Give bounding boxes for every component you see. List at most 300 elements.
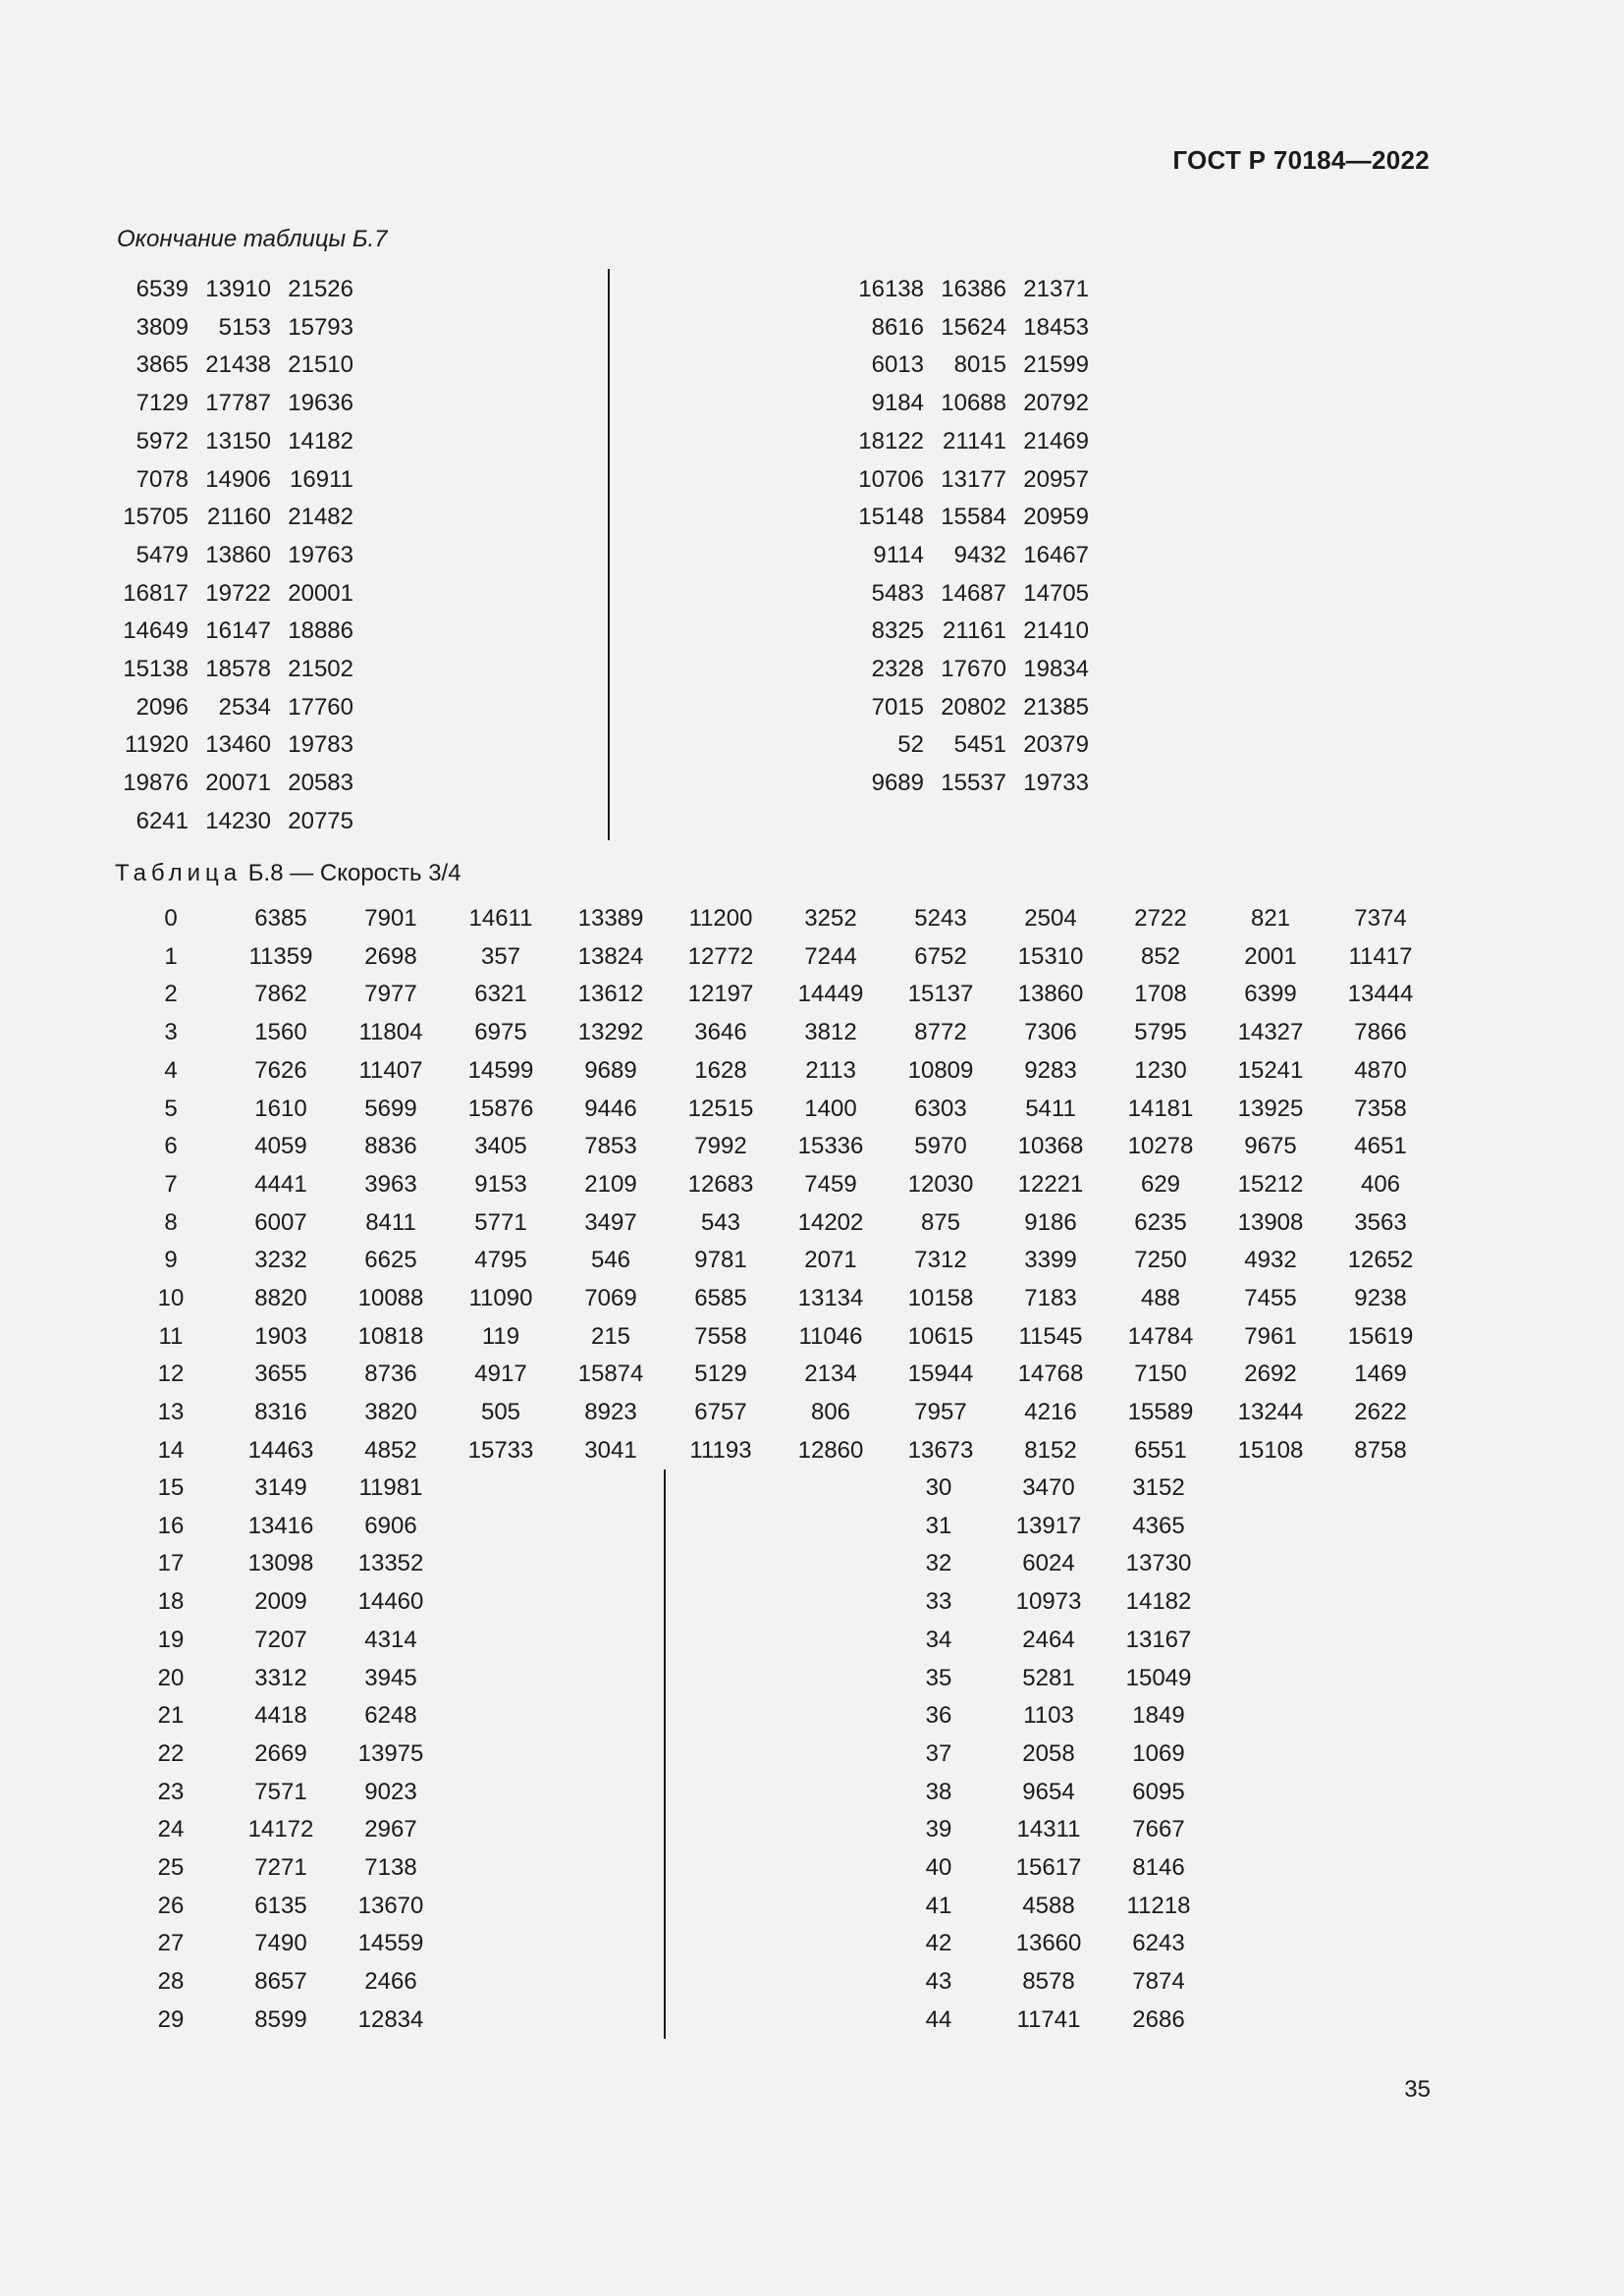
table-cell: 13975 (357, 1739, 424, 1767)
table-row (116, 1204, 1435, 1243)
table-row (116, 1432, 1435, 1470)
table-cell: 9283 (1024, 1056, 1077, 1084)
table-cell: 8316 (254, 1399, 307, 1426)
table-cell: 7490 (254, 1930, 307, 1957)
table-cell: 8772 (914, 1019, 967, 1046)
table-cell: 19834 (1023, 656, 1089, 683)
table-cell: 7626 (254, 1056, 307, 1084)
table-cell: 9238 (1354, 1285, 1407, 1312)
table-cell: 15148 (858, 504, 924, 531)
table-cell: 7874 (1132, 1968, 1185, 1996)
table-cell: 3041 (584, 1436, 637, 1464)
table-cell: 8015 (953, 351, 1006, 379)
table-row (116, 1508, 446, 1546)
table-cell: 15793 (288, 313, 353, 341)
table-cell: 4059 (254, 1133, 307, 1160)
table-row (116, 1583, 446, 1622)
table-cell: 13134 (797, 1285, 864, 1312)
table-cell: 19763 (288, 541, 353, 568)
table-row (116, 1888, 446, 1926)
table-cell: 2464 (1022, 1626, 1075, 1653)
table-cell: 19783 (288, 731, 353, 759)
table-row (884, 1849, 1214, 1888)
table-b8-caption-label: Таблица (115, 860, 243, 886)
table-row (852, 726, 1089, 765)
table-cell: 6585 (694, 1285, 747, 1312)
table-row (113, 689, 353, 727)
table-cell: 7306 (1024, 1019, 1077, 1046)
table-cell: 6321 (474, 981, 527, 1008)
table-cell: 33 (925, 1588, 952, 1616)
table-cell: 14182 (1125, 1588, 1192, 1616)
table-row (113, 575, 353, 614)
table-b7-continuation-caption: Окончание таблицы Б.7 (117, 226, 388, 252)
table-cell: 15212 (1237, 1170, 1304, 1198)
table-cell: 11417 (1348, 942, 1413, 970)
table-cell: 2534 (218, 693, 271, 721)
table-cell: 1628 (694, 1056, 747, 1084)
table-cell: 4795 (474, 1247, 527, 1274)
table-cell: 3470 (1022, 1474, 1075, 1501)
table-row (116, 1735, 446, 1774)
table-cell: 10088 (357, 1285, 424, 1312)
table-cell: 2071 (804, 1247, 857, 1274)
table-cell: 11545 (1018, 1322, 1083, 1350)
table-cell: 7853 (584, 1133, 637, 1160)
table-cell: 15617 (1015, 1854, 1082, 1882)
table-row (852, 499, 1089, 537)
table-cell: 3149 (254, 1474, 307, 1501)
table-cell: 5972 (135, 427, 189, 454)
table-cell: 9689 (871, 770, 924, 797)
table-cell: 11804 (358, 1019, 423, 1046)
table-cell: 7271 (254, 1854, 307, 1882)
table-row (116, 1811, 446, 1849)
table-cell: 5483 (871, 579, 924, 607)
table-cell: 6024 (1022, 1550, 1075, 1577)
table-cell: 28 (157, 1968, 185, 1996)
table-row (116, 1280, 1435, 1318)
table-cell: 6385 (254, 905, 307, 932)
table-row (113, 803, 353, 841)
table-cell: 13730 (1125, 1550, 1192, 1577)
table-cell: 20957 (1023, 465, 1089, 493)
table-cell: 3945 (364, 1664, 417, 1691)
table-cell: 7992 (694, 1133, 747, 1160)
table-b8-main (116, 900, 1435, 1470)
table-cell: 9023 (364, 1778, 417, 1805)
table-cell: 15944 (907, 1361, 974, 1388)
table-cell: 7957 (914, 1399, 967, 1426)
table-cell: 2692 (1244, 1361, 1297, 1388)
table-cell: 7078 (135, 465, 189, 493)
table-cell: 5153 (218, 313, 271, 341)
table-row (113, 537, 353, 575)
table-cell: 6757 (694, 1399, 747, 1426)
table-cell: 14687 (941, 579, 1006, 607)
table-cell: 7207 (254, 1626, 307, 1653)
table-b7-right-column (852, 271, 1089, 803)
table-cell: 14611 (468, 905, 533, 932)
table-cell: 19876 (123, 770, 189, 797)
table-row (116, 1697, 446, 1735)
table-cell: 21161 (943, 617, 1006, 645)
table-row (852, 309, 1089, 347)
table-row (884, 1469, 1214, 1508)
table-cell: 2698 (364, 942, 417, 970)
table-cell: 13612 (577, 981, 644, 1008)
table-cell: 7667 (1132, 1816, 1185, 1843)
table-cell: 7312 (914, 1247, 967, 1274)
table-row (884, 1811, 1214, 1849)
table-cell: 20802 (941, 693, 1006, 721)
table-cell: 44 (925, 2005, 952, 2033)
table-cell: 5243 (914, 905, 967, 932)
table-cell: 821 (1250, 905, 1291, 932)
table-cell: 52 (897, 731, 924, 759)
table-row (116, 938, 1435, 977)
table-cell: 852 (1140, 942, 1181, 970)
table-cell: 13908 (1237, 1208, 1304, 1236)
table-cell: 20959 (1023, 504, 1089, 531)
table-cell: 14182 (288, 427, 353, 454)
table-cell: 13389 (577, 905, 644, 932)
table-cell: 14705 (1023, 579, 1089, 607)
table-cell: 15619 (1347, 1322, 1414, 1350)
table-cell: 5281 (1022, 1664, 1075, 1691)
table-cell: 18122 (858, 427, 924, 454)
table-cell: 13824 (577, 942, 644, 970)
table-cell: 21469 (1023, 427, 1089, 454)
table-cell: 6906 (364, 1512, 417, 1539)
table-cell: 21385 (1023, 693, 1089, 721)
table-cell: 13660 (1015, 1930, 1082, 1957)
table-cell: 20792 (1023, 390, 1089, 417)
table-cell: 9186 (1024, 1208, 1077, 1236)
table-row (116, 1128, 1435, 1166)
table-cell: 543 (700, 1208, 741, 1236)
table-cell: 42 (925, 1930, 952, 1957)
table-cell: 0 (164, 905, 178, 932)
table-cell: 6241 (135, 807, 189, 834)
table-cell: 14599 (467, 1056, 534, 1084)
table-cell: 16 (157, 1512, 185, 1539)
page-number: 35 (1404, 2076, 1431, 2103)
table-cell: 9153 (474, 1170, 527, 1198)
table-cell: 13670 (357, 1892, 424, 1919)
table-cell: 8820 (254, 1285, 307, 1312)
table-cell: 4588 (1022, 1892, 1075, 1919)
table-cell: 2 (164, 981, 178, 1008)
table-cell: 4917 (474, 1361, 527, 1388)
table-cell: 4216 (1024, 1399, 1077, 1426)
table-cell: 2096 (135, 693, 189, 721)
table-cell: 3399 (1024, 1247, 1077, 1274)
table-cell: 17787 (205, 390, 271, 417)
table-cell: 21 (157, 1702, 185, 1730)
table-row (116, 1356, 1435, 1394)
document-code: ГОСТ Р 70184—2022 (1172, 145, 1430, 175)
table-cell: 1 (164, 942, 178, 970)
table-cell: 37 (925, 1739, 952, 1767)
table-cell: 13244 (1237, 1399, 1304, 1426)
table-cell: 21410 (1023, 617, 1089, 645)
table-cell: 406 (1360, 1170, 1401, 1198)
table-cell: 6625 (364, 1247, 417, 1274)
table-cell: 20001 (288, 579, 353, 607)
table-row (116, 1622, 446, 1660)
table-cell: 2134 (804, 1361, 857, 1388)
table-cell: 26 (157, 1892, 185, 1919)
table-row (116, 2002, 446, 2040)
table-cell: 2622 (1354, 1399, 1407, 1426)
table-row (884, 1508, 1214, 1546)
table-cell: 3963 (364, 1170, 417, 1198)
table-row (113, 309, 353, 347)
table-cell: 14 (157, 1436, 185, 1464)
table-cell: 32 (925, 1550, 952, 1577)
table-cell: 13352 (357, 1550, 424, 1577)
table-cell: 14463 (247, 1436, 314, 1464)
table-cell: 357 (480, 942, 521, 970)
table-b7-divider (608, 269, 610, 840)
table-cell: 3812 (804, 1019, 857, 1046)
table-cell: 15537 (941, 770, 1006, 797)
table-cell: 17760 (288, 693, 353, 721)
table-cell: 2058 (1022, 1739, 1075, 1767)
table-cell: 3152 (1132, 1474, 1185, 1501)
table-cell: 7 (164, 1170, 178, 1198)
table-row (884, 2002, 1214, 2040)
table-row (884, 1583, 1214, 1622)
table-cell: 8411 (365, 1208, 416, 1236)
table-row (852, 271, 1089, 309)
table-cell: 1400 (804, 1095, 857, 1122)
table-cell: 2009 (254, 1588, 307, 1616)
table-cell: 5 (164, 1095, 178, 1122)
table-cell: 40 (925, 1854, 952, 1882)
table-cell: 12030 (907, 1170, 974, 1198)
table-cell: 21438 (205, 351, 271, 379)
table-cell: 8836 (364, 1133, 417, 1160)
table-cell: 8758 (1354, 1436, 1407, 1464)
table-cell: 3252 (804, 905, 857, 932)
table-cell: 35 (925, 1664, 952, 1691)
table-cell: 1560 (254, 1019, 307, 1046)
table-cell: 9654 (1022, 1778, 1075, 1805)
table-cell: 20 (157, 1664, 185, 1691)
table-cell: 11193 (689, 1436, 752, 1464)
table-cell: 2967 (364, 1816, 417, 1843)
table-cell: 16147 (205, 617, 271, 645)
table-cell: 16386 (941, 276, 1006, 302)
table-cell: 15876 (467, 1095, 534, 1122)
table-row (852, 651, 1089, 689)
table-cell: 7571 (254, 1778, 307, 1805)
table-cell: 20379 (1023, 731, 1089, 759)
table-cell: 2722 (1134, 905, 1187, 932)
table-cell: 7459 (804, 1170, 857, 1198)
table-cell: 12683 (687, 1170, 754, 1198)
table-cell: 21482 (288, 504, 353, 531)
table-cell: 5771 (474, 1208, 527, 1236)
table-cell: 15705 (123, 504, 189, 531)
table-cell: 19733 (1023, 770, 1089, 797)
table-cell: 806 (810, 1399, 851, 1426)
table-cell: 10368 (1017, 1133, 1084, 1160)
table-cell: 4651 (1354, 1133, 1407, 1160)
table-cell: 13910 (205, 276, 271, 302)
table-row (116, 900, 1435, 938)
table-row (116, 1091, 1435, 1129)
table-cell: 13860 (205, 541, 271, 568)
table-cell: 6303 (914, 1095, 967, 1122)
table-cell: 18578 (205, 656, 271, 683)
table-cell: 12197 (687, 981, 754, 1008)
table-cell: 12834 (357, 2005, 424, 2033)
table-cell: 1903 (254, 1322, 307, 1350)
table-cell: 31 (925, 1512, 952, 1539)
table-cell: 9781 (694, 1247, 747, 1274)
table-cell: 1849 (1132, 1702, 1185, 1730)
table-cell: 9446 (584, 1095, 637, 1122)
table-cell: 14181 (1127, 1095, 1194, 1122)
table-cell: 15049 (1125, 1664, 1192, 1691)
table-cell: 9432 (953, 541, 1006, 568)
table-cell: 14784 (1127, 1322, 1194, 1350)
table-row (116, 1963, 446, 2002)
table-cell: 3 (164, 1019, 178, 1046)
table-cell: 6248 (364, 1702, 417, 1730)
table-row (852, 461, 1089, 500)
table-cell: 2669 (254, 1739, 307, 1767)
table-cell: 3405 (474, 1133, 527, 1160)
table-cell: 2328 (871, 656, 924, 683)
table-cell: 8 (164, 1208, 178, 1236)
table-cell: 6135 (254, 1892, 307, 1919)
table-row (113, 461, 353, 500)
table-cell: 15624 (941, 313, 1006, 341)
table-cell: 13167 (1125, 1626, 1192, 1653)
table-cell: 21371 (1023, 276, 1089, 302)
table-cell: 10158 (907, 1285, 974, 1312)
table-row (113, 347, 353, 385)
table-cell: 13673 (907, 1436, 974, 1464)
table-cell: 21141 (943, 427, 1006, 454)
table-cell: 9689 (584, 1056, 637, 1084)
table-cell: 11 (158, 1322, 184, 1350)
table-row (116, 1052, 1435, 1091)
table-cell: 15138 (123, 656, 189, 683)
table-row (116, 1774, 446, 1812)
table-cell: 7015 (871, 693, 924, 721)
table-cell: 7374 (1354, 905, 1407, 932)
table-row (852, 385, 1089, 423)
table-cell: 7244 (804, 942, 857, 970)
table-row (113, 271, 353, 309)
table-cell: 7455 (1244, 1285, 1297, 1312)
table-cell: 12 (157, 1361, 185, 1388)
table-cell: 11046 (798, 1322, 863, 1350)
table-cell: 6975 (474, 1019, 527, 1046)
table-cell: 2466 (364, 1968, 417, 1996)
table-row (116, 1660, 446, 1698)
table-cell: 13416 (247, 1512, 314, 1539)
table-row (116, 1849, 446, 1888)
table-cell: 13177 (941, 465, 1006, 493)
table-cell: 1103 (1023, 1702, 1074, 1730)
table-cell: 4314 (364, 1626, 417, 1653)
table-cell: 875 (920, 1208, 961, 1236)
table-cell: 13098 (247, 1550, 314, 1577)
table-cell: 23 (157, 1778, 185, 1805)
table-cell: 14172 (247, 1816, 314, 1843)
table-cell: 10278 (1127, 1133, 1194, 1160)
table-cell: 2001 (1244, 942, 1297, 970)
table-cell: 41 (925, 1892, 952, 1919)
table-row (113, 613, 353, 651)
table-cell: 3563 (1354, 1208, 1407, 1236)
table-cell: 10809 (907, 1056, 974, 1084)
table-cell: 7150 (1134, 1361, 1187, 1388)
table-row (116, 1469, 446, 1508)
table-cell: 11981 (358, 1474, 423, 1501)
table-cell: 1708 (1134, 981, 1187, 1008)
table-cell: 12515 (687, 1095, 754, 1122)
table-cell: 20775 (288, 807, 353, 834)
table-cell: 10 (157, 1285, 185, 1312)
table-row (116, 1318, 1435, 1357)
table-cell: 1469 (1354, 1361, 1407, 1388)
table-cell: 6243 (1132, 1930, 1185, 1957)
table-cell: 16911 (290, 465, 353, 493)
table-cell: 11920 (125, 731, 189, 759)
table-cell: 488 (1140, 1285, 1181, 1312)
table-cell: 18 (157, 1588, 185, 1616)
table-b8-lower-left (116, 1469, 446, 2040)
table-cell: 21526 (288, 276, 353, 302)
table-cell: 8325 (871, 617, 924, 645)
table-cell: 10973 (1015, 1588, 1082, 1616)
table-cell: 9114 (873, 541, 924, 568)
table-cell: 4 (164, 1056, 178, 1084)
table-cell: 119 (481, 1322, 520, 1350)
table-cell: 14311 (1016, 1816, 1081, 1843)
table-row (884, 1774, 1214, 1812)
table-cell: 8152 (1024, 1436, 1077, 1464)
table-cell: 13444 (1347, 981, 1414, 1008)
table-cell: 7138 (364, 1854, 417, 1882)
table-cell: 4418 (254, 1702, 307, 1730)
table-cell: 3497 (584, 1208, 637, 1236)
table-cell: 14460 (357, 1588, 424, 1616)
table-cell: 2686 (1132, 2005, 1185, 2033)
table-cell: 7977 (364, 981, 417, 1008)
table-row (113, 726, 353, 765)
table-cell: 13917 (1015, 1512, 1082, 1539)
table-cell: 7129 (135, 390, 189, 417)
table-cell: 11741 (1016, 2005, 1081, 2033)
table-cell: 6235 (1134, 1208, 1187, 1236)
table-cell: 546 (590, 1247, 631, 1274)
table-cell: 10615 (907, 1322, 974, 1350)
table-b8-lower-right (884, 1469, 1214, 2040)
table-cell: 19722 (205, 579, 271, 607)
table-cell: 21599 (1023, 351, 1089, 379)
table-cell: 6399 (1244, 981, 1297, 1008)
table-cell: 15584 (941, 504, 1006, 531)
table-cell: 20071 (205, 770, 271, 797)
